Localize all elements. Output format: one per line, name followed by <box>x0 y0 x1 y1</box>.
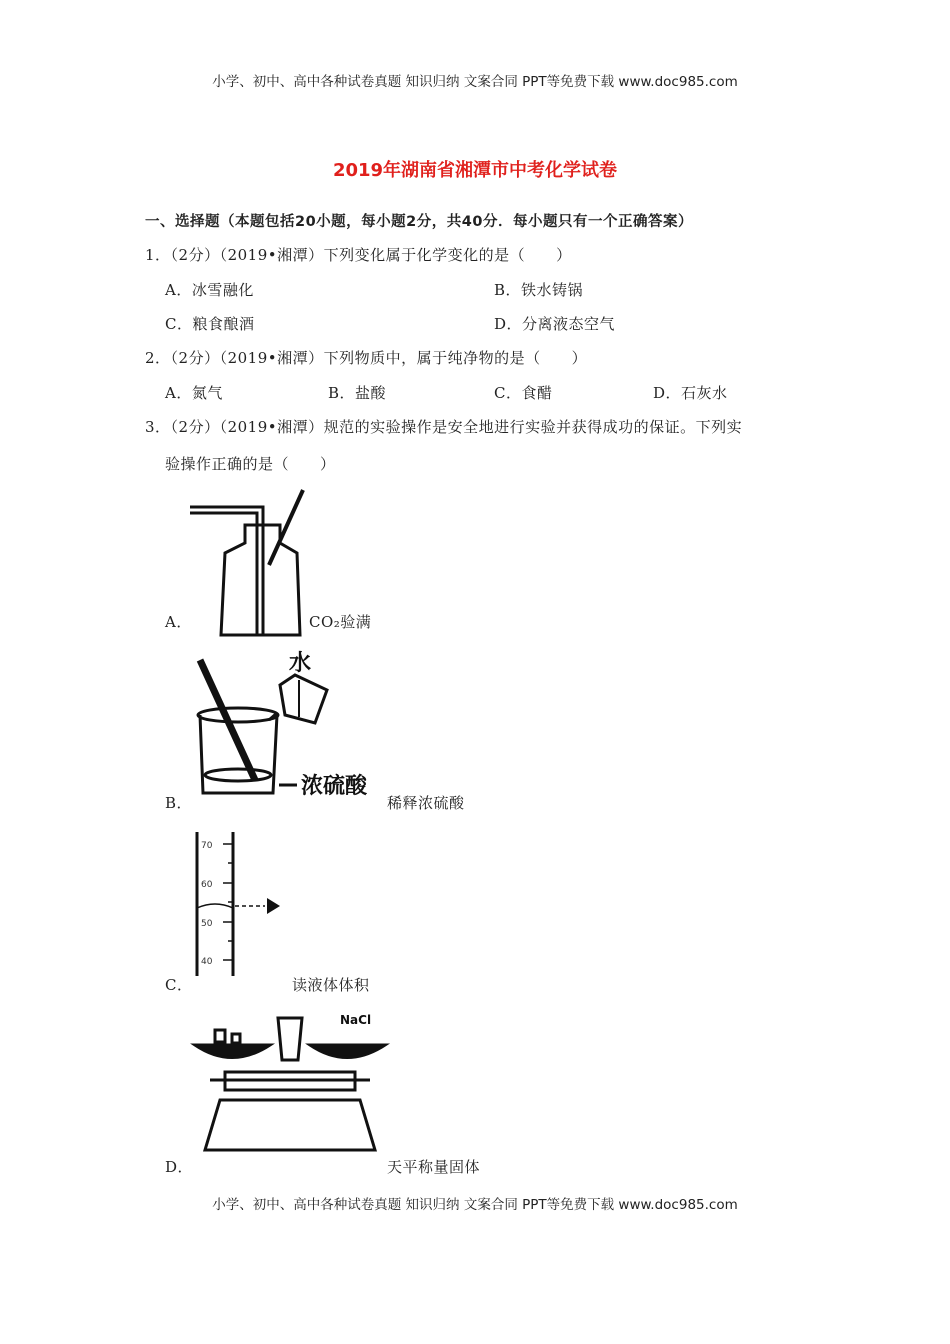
q2-option-b: B．盐酸 <box>328 384 387 402</box>
tick-40: 40 <box>201 957 213 967</box>
label-conc-acid: 浓硫酸 <box>301 774 368 799</box>
label-water: 水 <box>289 651 312 676</box>
figure-dilute-acid <box>185 645 385 804</box>
q2-option-a: A．氮气 <box>165 384 223 402</box>
eye-icon <box>267 898 280 914</box>
figure-co2-test <box>185 485 325 649</box>
tick-50: 50 <box>201 919 213 929</box>
section-heading: 一、选择题（本题包括20小题，每小题2分，共40分．每小题只有一个正确答案） <box>145 214 693 230</box>
label-nacl: NaCl <box>340 1013 372 1027</box>
q3-stem-line2: 验操作正确的是（ ） <box>165 455 336 473</box>
q3-option-c-letter: C． <box>165 976 193 994</box>
q1-option-d: D．分离液态空气 <box>494 315 616 333</box>
q3-option-b-letter: B． <box>165 794 193 812</box>
q3-option-c-caption: 读液体体积 <box>292 976 370 994</box>
q2-option-d: D．石灰水 <box>653 384 728 402</box>
q3-stem-line1: 3．（2分）（2019•湘潭）规范的实验操作是安全地进行实验并获得成功的保证。下列实 <box>145 418 743 436</box>
tick-60: 60 <box>201 880 213 890</box>
page-header: 小学、初中、高中各种试卷真题 知识归纳 文案合同 PPT等免费下载 www.doc985.com <box>212 74 738 90</box>
q3-option-a-letter: A． <box>165 613 192 631</box>
q3-option-b-caption: 稀释浓硫酸 <box>387 794 465 812</box>
tick-70: 70 <box>201 841 213 851</box>
q3-option-d-letter: D． <box>165 1158 194 1176</box>
q1-option-c: C．粮食酿酒 <box>165 315 255 333</box>
figure-cylinder <box>185 830 305 984</box>
exam-title: 2019年湖南省湘潭市中考化学试卷 <box>332 160 618 181</box>
q1-option-b: B．铁水铸锅 <box>494 281 584 299</box>
q1-option-a: A．冰雪融化 <box>165 281 254 299</box>
figure-balance <box>190 1010 390 1164</box>
q2-stem: 2．（2分）（2019•湘潭）下列物质中，属于纯净物的是（ ） <box>145 349 588 367</box>
page-footer: 小学、初中、高中各种试卷真题 知识归纳 文案合同 PPT等免费下载 www.doc985.com <box>212 1197 738 1213</box>
q3-option-a-caption: CO₂验满 <box>309 613 372 631</box>
q3-option-d-caption: 天平称量固体 <box>387 1158 481 1176</box>
q2-option-c: C．食醋 <box>494 384 553 402</box>
q1-stem: 1．（2分）（2019•湘潭）下列变化属于化学变化的是（ ） <box>145 246 572 264</box>
